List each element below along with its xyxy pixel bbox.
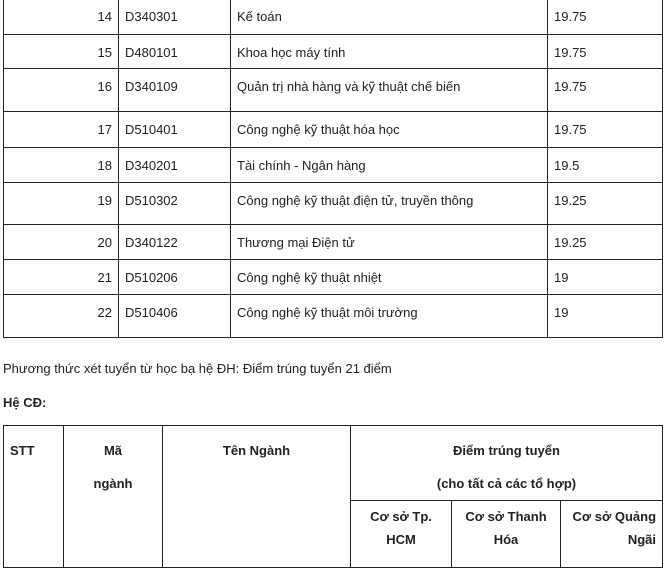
header-stt: STT bbox=[4, 426, 64, 568]
row-stt: 16 bbox=[4, 69, 119, 112]
row-score: 19.75 bbox=[548, 112, 663, 148]
row-stt: 21 bbox=[4, 260, 119, 295]
university-scores-table bbox=[3, 0, 663, 338]
row-score: 19 bbox=[548, 295, 663, 338]
table-row bbox=[4, 0, 663, 35]
row-name: Thương mại Điện tử bbox=[231, 225, 548, 260]
row-code: D340109 bbox=[119, 69, 231, 112]
row-code: D480101 bbox=[119, 35, 231, 69]
row-name: Công nghệ kỹ thuật nhiệt bbox=[231, 260, 548, 295]
row-score: 19.75 bbox=[548, 69, 663, 112]
table-row bbox=[4, 35, 663, 69]
row-score: 19.25 bbox=[548, 225, 663, 260]
table-row bbox=[4, 112, 663, 148]
table-row bbox=[4, 260, 663, 295]
row-code: D510302 bbox=[119, 183, 231, 225]
row-name: Quản trị nhà hàng và kỹ thuật chế biến bbox=[231, 69, 548, 112]
transcript-admission-note: Phương thức xét tuyển từ học bạ hệ ĐH: Điểm trúng tuyển 21 điểm bbox=[3, 361, 392, 376]
row-stt: 19 bbox=[4, 183, 119, 225]
row-code: D340301 bbox=[119, 0, 231, 35]
row-stt: 22 bbox=[4, 295, 119, 338]
header-row bbox=[4, 426, 663, 501]
table-row bbox=[4, 69, 663, 112]
row-name: Công nghệ kỹ thuật điện tử, truyền thông bbox=[231, 183, 548, 225]
header-code: Mã ngành bbox=[64, 426, 163, 568]
row-code: D510206 bbox=[119, 260, 231, 295]
header-campus-hcm: Cơ sở Tp. HCM bbox=[351, 501, 452, 568]
row-code: D510401 bbox=[119, 112, 231, 148]
row-stt: 17 bbox=[4, 112, 119, 148]
header-score: Điểm trúng tuyển (cho tất cả các tổ hợp) bbox=[351, 426, 663, 501]
row-code: D340201 bbox=[119, 148, 231, 183]
row-score: 19.5 bbox=[548, 148, 663, 183]
college-heading: Hệ CĐ: bbox=[3, 395, 47, 410]
header-name: Tên Ngành bbox=[163, 426, 351, 568]
row-score: 19.75 bbox=[548, 0, 663, 35]
row-score: 19.25 bbox=[548, 183, 663, 225]
table-row bbox=[4, 183, 663, 225]
row-code: D340122 bbox=[119, 225, 231, 260]
row-name: Tài chính - Ngân hàng bbox=[231, 148, 548, 183]
row-stt: 18 bbox=[4, 148, 119, 183]
row-name: Kế toán bbox=[231, 0, 548, 35]
college-scores-table bbox=[3, 425, 663, 568]
row-stt: 20 bbox=[4, 225, 119, 260]
row-score: 19.75 bbox=[548, 35, 663, 69]
table-row bbox=[4, 295, 663, 338]
table-row bbox=[4, 225, 663, 260]
row-score: 19 bbox=[548, 260, 663, 295]
header-campus-quang-ngai: Cơ sở Quảng Ngãi bbox=[561, 501, 663, 568]
row-name: Công nghệ kỹ thuật hóa học bbox=[231, 112, 548, 148]
row-name: Khoa học máy tính bbox=[231, 35, 548, 69]
row-stt: 14 bbox=[4, 0, 119, 35]
row-code: D510406 bbox=[119, 295, 231, 338]
header-campus-thanh-hoa: Cơ sở Thanh Hóa bbox=[452, 501, 561, 568]
table-row bbox=[4, 148, 663, 183]
row-name: Công nghệ kỹ thuật môi trường bbox=[231, 295, 548, 338]
row-stt: 15 bbox=[4, 35, 119, 69]
